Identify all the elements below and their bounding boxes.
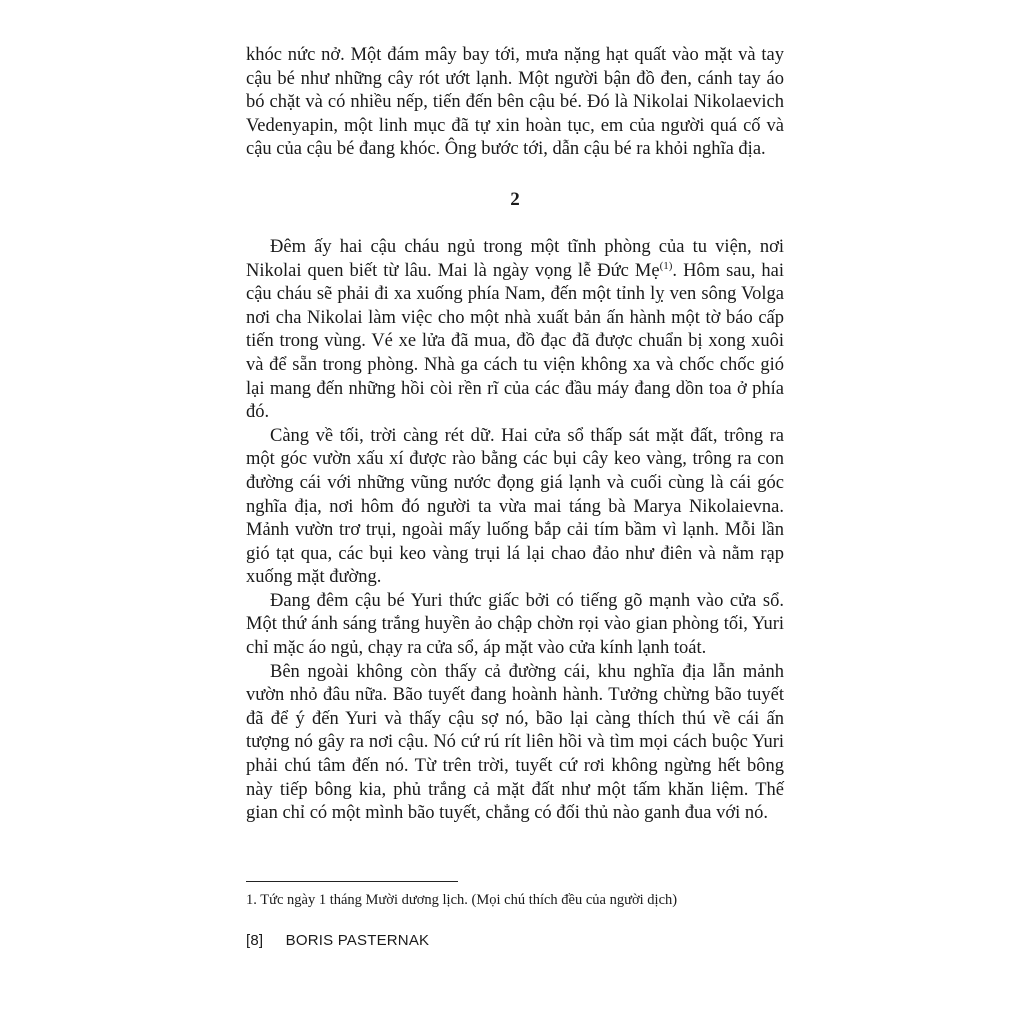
footnote-divider — [246, 881, 458, 882]
footnote: 1. Tức ngày 1 tháng Mười dương lịch. (Mọi chú thích đều của người dịch) — [246, 892, 678, 908]
author-name: BORIS PASTERNAK — [285, 932, 430, 949]
paragraph-2: Càng về tối, trời càng rét dữ. Hai cửa sổ thấp sát mặt đất, trông ra một góc vườn xấu xí được rào bằng các bụi cây keo vàng, trông ra con đường cái với những vũng nước đọng giá lạnh và cuối cùng là cái góc nghĩa địa, nơi hôm đó người ta vừa mai táng bà Marya Nikolaievna. Mảnh vườn trơ trụi, ngoài mấy luống bắp cải tím bầm vì lạnh. Mỗi lần gió tạt qua, các bụi keo vàng trụi lá lại chao đảo như điên và nằm rạp xuống mặt đường. — [246, 425, 784, 588]
page-number: [8] — [246, 932, 264, 949]
paragraph-1-text-b: . Hôm sau, hai cậu cháu sẽ phải đi xa xuống phía Nam, đến một tỉnh lỵ ven sông Volga nơi cha Nikolai làm việc cho một nhà xuất bản ấn hành một tờ báo cấp tiến trong vùng. Vé xe lửa đã mua, đồ đạc đã được chuẩn bị xong xuôi và để sẵn trong phòng. Nhà ga cách tu viện không xa và chốc chốc gió lại mang đến những hồi còi rền rĩ của các đầu máy đang dồn toa ở phía đó. — [246, 260, 785, 423]
paragraph-1-text-a: Đêm ấy hai cậu cháu ngủ trong một tĩnh phòng của tu viện, nơi Nikolai quen biết từ lâu. Mai là ngày vọng lễ Đức Mẹ — [246, 236, 784, 281]
opening-paragraph: khóc nức nở. Một đám mây bay tới, mưa nặng hạt quất vào mặt và tay cậu bé như những cây rót ướt lạnh. Một người bận đồ đen, cánh tay áo bó chặt và có nhiều nếp, tiến đến bên cậu bé. Đó là Nikolai Nikolaevich Vedenyapin, một linh mục đã tự xin hoàn tục, em của người quá cố và cậu của cậu bé đang khóc. Ông bước tới, dẫn cậu bé ra khỏi nghĩa địa. — [246, 45, 784, 160]
paragraph-4: Bên ngoài không còn thấy cả đường cái, khu nghĩa địa lẫn mảnh vườn nhỏ đâu nữa. Bão tuyết đang hoành hành. Tưởng chừng bão tuyết đã để ý đến Yuri và thấy cậu sợ nó, bão lại càng thích thú về cái ấn tượng nó gây ra nơi cậu. Nó cứ rú rít liên hồi và tìm mọi cách buộc Yuri phải chú tâm đến nó. Từ trên trời, tuyết cứ rơi không ngừng hết bông này tiếp bông kia, phủ trắng cả mặt đất như một tấm khăn liệm. Thế gian chỉ có một mình bão tuyết, chẳng có đối thủ nào ganh đua với nó. — [246, 661, 784, 824]
chapter-number: 2 — [510, 188, 520, 210]
body-text — [246, 44, 784, 826]
footnote-reference: (1) — [659, 259, 673, 272]
paragraph-3: Đang đêm cậu bé Yuri thức giấc bởi có tiếng gõ mạnh vào cửa sổ. Một thứ ánh sáng trắng huyền ảo chập chờn rọi vào gian phòng tối, Yuri chỉ mặc áo ngủ, chạy ra cửa sổ, áp mặt vào cửa kính lạnh toát. — [246, 590, 784, 659]
page-footer — [246, 932, 429, 949]
paragraph-1 — [246, 236, 784, 425]
